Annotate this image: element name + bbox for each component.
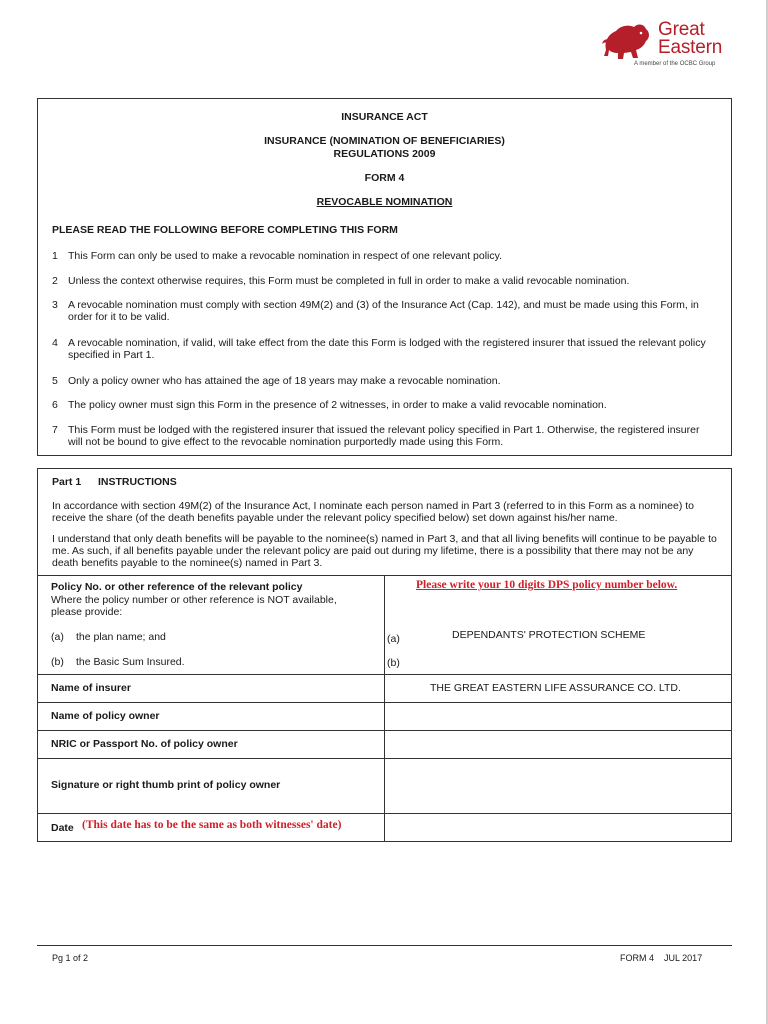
note-text: This Form must be lodged with the registered insurer that issued the relevant policy specified in Part 1. Otherwise, the registered insurer will not be bound to give effect to the revocable nomination purportedly made using this Form. [68, 424, 700, 448]
insurer-label: Name of insurer [51, 682, 131, 694]
table-divider [38, 702, 731, 703]
lion-icon [600, 20, 658, 62]
table-divider [38, 813, 731, 814]
policy-owner-name-label: Name of policy owner [51, 710, 160, 722]
act-title: INSURANCE ACT [341, 111, 428, 123]
note-item [52, 399, 714, 411]
logo-word-great: Great [658, 19, 705, 40]
part1-label: Part 1 [52, 476, 82, 488]
logo-tagline: A member of the OCBC Group [634, 61, 716, 67]
note-number: 3 [52, 299, 58, 311]
plan-name-marker: (a) [51, 631, 64, 643]
footer-divider [37, 945, 732, 946]
note-text: A revocable nomination, if valid, will take effect from the date this Form is lodged with the registered insurer that issued the relevant policy specified in Part 1. [68, 337, 706, 361]
instructions-intro: PLEASE READ THE FOLLOWING BEFORE COMPLETING THIS FORM [52, 224, 398, 236]
note-text: A revocable nomination must comply with section 49M(2) and (3) of the Insurance Act (Cap. 142), and must be made using this Form, in order for it to be valid. [68, 299, 699, 323]
note-number: 2 [52, 275, 58, 287]
part1-box [37, 468, 732, 842]
date-note: (This date has to be the same as both witnesses' date) [82, 819, 342, 831]
note-text: Only a policy owner who has attained the age of 18 years may make a revocable nomination. [68, 375, 501, 387]
note-item [52, 424, 714, 448]
note-item [52, 250, 714, 262]
page-number: Pg 1 of 2 [52, 953, 89, 963]
note-number: 1 [52, 250, 58, 262]
note-item [52, 375, 714, 387]
note-text: Unless the context otherwise requires, this Form must be completed in full in order to make a valid revocable nomination. [68, 275, 630, 287]
regulations-line-1: INSURANCE (NOMINATION OF BENEFICIARIES) [264, 135, 505, 147]
table-divider [38, 730, 731, 731]
regulations-line-2: REGULATIONS 2009 [333, 148, 436, 160]
form-reference: FORM 4 JUL 2017 [620, 953, 703, 963]
part1-paragraph-1: In accordance with section 49M(2) of the Insurance Act, I nominate each person named in Part 3 (referred to in this Form as a nominee) to receive the share (of the death benefits payable under the relevant policy specified below) set down against his/her name. [52, 500, 694, 524]
note-item [52, 337, 714, 361]
plan-name-value-marker: (a) [387, 633, 400, 645]
date-label: Date [51, 822, 74, 834]
policy-number-note: Please write your 10 digits DPS policy number below. [416, 579, 678, 591]
sum-insured-marker: (b) [51, 656, 64, 668]
note-number: 7 [52, 424, 58, 436]
logo-word-eastern: Eastern [658, 37, 723, 58]
note-text: This Form can only be used to make a revocable nomination in respect of one relevant policy. [68, 250, 503, 262]
insurer-value: THE GREAT EASTERN LIFE ASSURANCE CO. LTD. [430, 682, 681, 694]
regulations-title [38, 135, 731, 161]
sum-insured-value-marker: (b) [387, 657, 400, 669]
plan-name-value: DEPENDANTS' PROTECTION SCHEME [452, 629, 646, 641]
nric-label: NRIC or Passport No. of policy owner [51, 738, 238, 750]
form-title-text: REVOCABLE NOMINATION [316, 196, 453, 208]
policy-sub-label: Where the policy number or other reference is NOT available, please provide: [51, 594, 337, 618]
form-number: FORM 4 [364, 172, 405, 184]
note-text: The policy owner must sign this Form in the presence of 2 witnesses, in order to make a valid revocable nomination. [68, 399, 607, 411]
note-number: 5 [52, 375, 58, 387]
great-eastern-logo [600, 18, 740, 72]
form-title [38, 196, 731, 208]
date-field[interactable] [388, 816, 726, 838]
note-item [52, 299, 714, 323]
part1-paragraph-2: I understand that only death benefits will be payable to the nominee(s) named in Part 3, and that all living benefits will continue to be payable to me. As such, if all benefits payable under the relevant policy are paid out during my lifetime, there is a possibility that there may not be any death benefits payable to the nominee(s) named in Part 3. [52, 533, 717, 569]
note-number: 6 [52, 399, 58, 411]
table-divider [38, 674, 731, 675]
sum-insured-label: the Basic Sum Insured. [76, 656, 185, 668]
part1-heading [52, 476, 177, 488]
nric-field[interactable] [388, 733, 726, 755]
part1-title: INSTRUCTIONS [98, 476, 177, 488]
table-divider [38, 758, 731, 759]
plan-name-label: the plan name; and [76, 631, 166, 643]
policy-number-label: Policy No. or other reference of the relevant policy [51, 581, 303, 593]
form-header-box [37, 98, 732, 456]
note-item [52, 275, 714, 287]
table-column-divider [384, 575, 385, 841]
note-number: 4 [52, 337, 58, 349]
policy-owner-name-field[interactable] [388, 705, 726, 727]
signature-label: Signature or right thumb print of policy owner [51, 779, 281, 791]
signature-field[interactable] [388, 761, 726, 809]
